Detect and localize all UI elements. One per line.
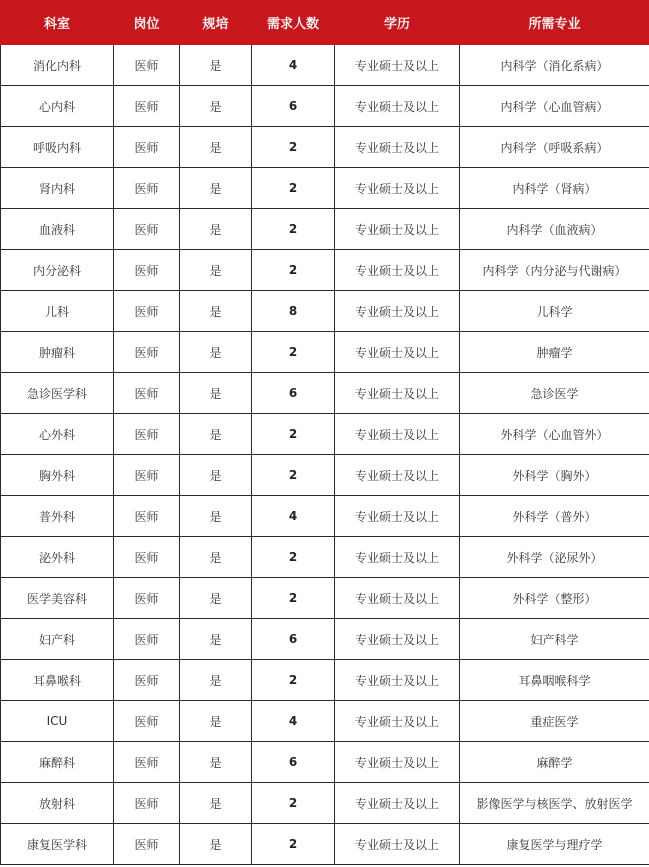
department-cell: 耳鼻喉科 [1, 660, 114, 701]
table-row [1, 414, 649, 455]
table-row [1, 86, 649, 127]
header-education: 学历 [335, 1, 460, 45]
table-row [1, 291, 649, 332]
table-row [1, 660, 649, 701]
department-cell: 妇产科 [1, 619, 114, 660]
education-cell: 专业硕士及以上 [335, 619, 460, 660]
position-cell: 医师 [114, 578, 180, 619]
education-cell: 专业硕士及以上 [335, 332, 460, 373]
education-cell: 专业硕士及以上 [335, 537, 460, 578]
major-cell: 内科学（消化系病） [460, 45, 649, 86]
major-cell: 外科学（心血管外） [460, 414, 649, 455]
education-cell: 专业硕士及以上 [335, 496, 460, 537]
major-cell: 急诊医学 [460, 373, 649, 414]
headcount-cell: 4 [252, 701, 335, 742]
department-cell: 心外科 [1, 414, 114, 455]
table-row [1, 127, 649, 168]
department-cell: ICU [1, 701, 114, 742]
table-row [1, 496, 649, 537]
headcount-cell: 2 [252, 578, 335, 619]
table-row [1, 455, 649, 496]
major-cell: 内科学（血液病） [460, 209, 649, 250]
major-cell: 麻醉学 [460, 742, 649, 783]
table-row [1, 578, 649, 619]
department-cell: 消化内科 [1, 45, 114, 86]
position-cell: 医师 [114, 537, 180, 578]
residency-training-cell: 是 [180, 250, 252, 291]
residency-training-cell: 是 [180, 701, 252, 742]
residency-training-cell: 是 [180, 414, 252, 455]
department-cell: 血液科 [1, 209, 114, 250]
education-cell: 专业硕士及以上 [335, 209, 460, 250]
header-headcount: 需求人数 [252, 1, 335, 45]
headcount-cell: 2 [252, 783, 335, 824]
residency-training-cell: 是 [180, 496, 252, 537]
table-row [1, 619, 649, 660]
education-cell: 专业硕士及以上 [335, 168, 460, 209]
table-body [1, 45, 649, 865]
position-cell: 医师 [114, 86, 180, 127]
residency-training-cell: 是 [180, 783, 252, 824]
table-row [1, 45, 649, 86]
department-cell: 心内科 [1, 86, 114, 127]
major-cell: 肿瘤学 [460, 332, 649, 373]
major-cell: 耳鼻咽喉科学 [460, 660, 649, 701]
position-cell: 医师 [114, 496, 180, 537]
major-cell: 内科学（心血管病） [460, 86, 649, 127]
headcount-cell: 2 [252, 660, 335, 701]
headcount-cell: 6 [252, 373, 335, 414]
department-cell: 医学美容科 [1, 578, 114, 619]
department-cell: 呼吸内科 [1, 127, 114, 168]
major-cell: 内科学（内分泌与代谢病） [460, 250, 649, 291]
major-cell: 妇产科学 [460, 619, 649, 660]
headcount-cell: 2 [252, 537, 335, 578]
department-cell: 麻醉科 [1, 742, 114, 783]
position-cell: 医师 [114, 455, 180, 496]
education-cell: 专业硕士及以上 [335, 414, 460, 455]
table-row [1, 373, 649, 414]
residency-training-cell: 是 [180, 455, 252, 496]
education-cell: 专业硕士及以上 [335, 455, 460, 496]
headcount-cell: 2 [252, 414, 335, 455]
position-cell: 医师 [114, 209, 180, 250]
position-cell: 医师 [114, 414, 180, 455]
position-cell: 医师 [114, 619, 180, 660]
position-cell: 医师 [114, 291, 180, 332]
education-cell: 专业硕士及以上 [335, 701, 460, 742]
position-cell: 医师 [114, 701, 180, 742]
department-cell: 胸外科 [1, 455, 114, 496]
table-row [1, 332, 649, 373]
department-cell: 肿瘤科 [1, 332, 114, 373]
table-row [1, 537, 649, 578]
position-cell: 医师 [114, 127, 180, 168]
header-row [1, 1, 649, 45]
headcount-cell: 2 [252, 168, 335, 209]
table-row [1, 168, 649, 209]
table-row [1, 701, 649, 742]
department-cell: 儿科 [1, 291, 114, 332]
residency-training-cell: 是 [180, 291, 252, 332]
residency-training-cell: 是 [180, 537, 252, 578]
position-cell: 医师 [114, 742, 180, 783]
residency-training-cell: 是 [180, 373, 252, 414]
department-cell: 康复医学科 [1, 824, 114, 865]
residency-training-cell: 是 [180, 209, 252, 250]
major-cell: 重症医学 [460, 701, 649, 742]
major-cell: 内科学（肾病） [460, 168, 649, 209]
table-row [1, 783, 649, 824]
position-cell: 医师 [114, 824, 180, 865]
position-cell: 医师 [114, 168, 180, 209]
major-cell: 外科学（泌尿外） [460, 537, 649, 578]
table-row [1, 209, 649, 250]
education-cell: 专业硕士及以上 [335, 250, 460, 291]
residency-training-cell: 是 [180, 86, 252, 127]
major-cell: 外科学（整形） [460, 578, 649, 619]
headcount-cell: 2 [252, 824, 335, 865]
header-position: 岗位 [114, 1, 180, 45]
education-cell: 专业硕士及以上 [335, 742, 460, 783]
header-residency-training: 规培 [180, 1, 252, 45]
position-cell: 医师 [114, 373, 180, 414]
department-cell: 肾内科 [1, 168, 114, 209]
table-row [1, 250, 649, 291]
residency-training-cell: 是 [180, 619, 252, 660]
position-cell: 医师 [114, 250, 180, 291]
headcount-cell: 2 [252, 127, 335, 168]
position-cell: 医师 [114, 332, 180, 373]
headcount-cell: 6 [252, 742, 335, 783]
major-cell: 外科学（胸外） [460, 455, 649, 496]
residency-training-cell: 是 [180, 824, 252, 865]
education-cell: 专业硕士及以上 [335, 824, 460, 865]
residency-training-cell: 是 [180, 127, 252, 168]
major-cell: 内科学（呼吸系病） [460, 127, 649, 168]
position-cell: 医师 [114, 660, 180, 701]
residency-training-cell: 是 [180, 168, 252, 209]
table-row [1, 742, 649, 783]
department-cell: 普外科 [1, 496, 114, 537]
education-cell: 专业硕士及以上 [335, 783, 460, 824]
headcount-cell: 6 [252, 86, 335, 127]
residency-training-cell: 是 [180, 332, 252, 373]
education-cell: 专业硕士及以上 [335, 578, 460, 619]
education-cell: 专业硕士及以上 [335, 660, 460, 701]
department-cell: 放射科 [1, 783, 114, 824]
headcount-cell: 8 [252, 291, 335, 332]
residency-training-cell: 是 [180, 660, 252, 701]
major-cell: 康复医学与理疗学 [460, 824, 649, 865]
residency-training-cell: 是 [180, 45, 252, 86]
major-cell: 儿科学 [460, 291, 649, 332]
position-cell: 医师 [114, 45, 180, 86]
headcount-cell: 4 [252, 496, 335, 537]
headcount-cell: 2 [252, 332, 335, 373]
department-cell: 内分泌科 [1, 250, 114, 291]
headcount-cell: 6 [252, 619, 335, 660]
education-cell: 专业硕士及以上 [335, 291, 460, 332]
education-cell: 专业硕士及以上 [335, 86, 460, 127]
major-cell: 影像医学与核医学、放射医学 [460, 783, 649, 824]
residency-training-cell: 是 [180, 578, 252, 619]
headcount-cell: 4 [252, 45, 335, 86]
department-cell: 泌外科 [1, 537, 114, 578]
education-cell: 专业硕士及以上 [335, 127, 460, 168]
headcount-cell: 2 [252, 455, 335, 496]
headcount-cell: 2 [252, 250, 335, 291]
header-department: 科室 [1, 1, 114, 45]
table-row [1, 824, 649, 865]
position-cell: 医师 [114, 783, 180, 824]
education-cell: 专业硕士及以上 [335, 45, 460, 86]
education-cell: 专业硕士及以上 [335, 373, 460, 414]
header-major: 所需专业 [460, 1, 649, 45]
headcount-cell: 2 [252, 209, 335, 250]
major-cell: 外科学（普外） [460, 496, 649, 537]
residency-training-cell: 是 [180, 742, 252, 783]
department-cell: 急诊医学科 [1, 373, 114, 414]
